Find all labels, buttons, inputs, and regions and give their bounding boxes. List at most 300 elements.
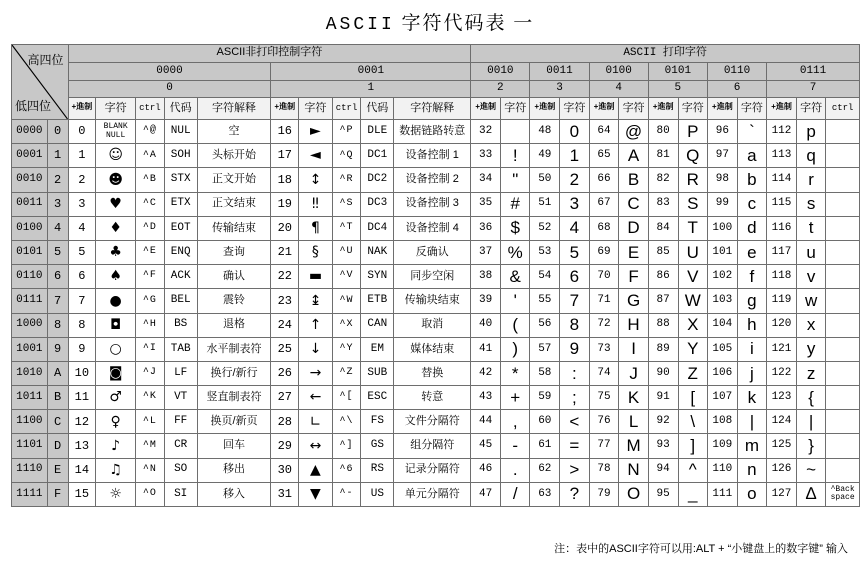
cell-glyph: ▬: [299, 265, 333, 289]
cell-code: RS: [361, 458, 394, 482]
cell-decimal: 103: [707, 289, 737, 313]
cell-decimal: 4: [68, 216, 96, 240]
cell-decimal: 38: [471, 265, 501, 289]
cell-glyph: ↑: [299, 313, 333, 337]
cell-decimal: 84: [648, 216, 678, 240]
cell-code: VT: [164, 386, 197, 410]
cell-description: 换行/新行: [197, 361, 271, 385]
table-row: [12, 361, 860, 385]
cell-decimal: 109: [707, 434, 737, 458]
cell-decimal: 126: [767, 458, 797, 482]
cell-decimal: 12: [68, 410, 96, 434]
cell-printable-char: 6: [560, 265, 589, 289]
cell-printable-char: Z: [678, 361, 707, 385]
cell-binary: 1010: [12, 361, 48, 385]
colhdr-char-g2: 字符: [501, 98, 530, 120]
cell-decimal: 123: [767, 386, 797, 410]
cell-printable-char: L: [619, 410, 648, 434]
hex-group-7: 7: [767, 81, 860, 98]
cell-description: 水平制表符: [197, 337, 271, 361]
cell-printable-char: _: [678, 482, 707, 506]
cell-decimal: 82: [648, 168, 678, 192]
cell-decimal: 94: [648, 458, 678, 482]
cell-decimal: 10: [68, 361, 96, 385]
cell-glyph: ☻: [96, 168, 136, 192]
cell-decimal: 106: [707, 361, 737, 385]
cell-decimal: 117: [767, 240, 797, 264]
cell-printable-char: 1: [560, 144, 589, 168]
cell-decimal: 118: [767, 265, 797, 289]
cell-ctrl: ^S: [332, 192, 361, 216]
cell-printable-char: |: [737, 410, 766, 434]
colhdr-code-g1: 代码: [361, 98, 394, 120]
cell-code: BS: [164, 313, 197, 337]
cell-printable-char: `: [737, 120, 766, 144]
cell-decimal: 50: [530, 168, 560, 192]
cell-printable-char: 9: [560, 337, 589, 361]
colhdr-dec-g0: +進制: [68, 98, 96, 120]
cell-printable-char: W: [678, 289, 707, 313]
cell-ctrl: ^\: [332, 410, 361, 434]
cell-ctrl: [826, 216, 860, 240]
cell-description: 设备控制 4: [394, 216, 471, 240]
cell-glyph: ♦: [96, 216, 136, 240]
cell-decimal: 36: [471, 216, 501, 240]
cell-decimal: 46: [471, 458, 501, 482]
cell-code: CR: [164, 434, 197, 458]
cell-description: 单元分隔符: [394, 482, 471, 506]
cell-decimal: 42: [471, 361, 501, 385]
cell-binary: 0010: [12, 168, 48, 192]
cell-decimal: 32: [471, 120, 501, 144]
cell-printable-char: 7: [560, 289, 589, 313]
hex-group-0: 0: [68, 81, 271, 98]
cell-hex: 8: [47, 313, 68, 337]
cell-glyph: ↨: [299, 289, 333, 313]
cell-decimal: 100: [707, 216, 737, 240]
cell-glyph: ◘: [96, 313, 136, 337]
section-printing-title: ASCII 打印字符: [471, 45, 860, 63]
cell-printable-char: -: [501, 434, 530, 458]
cell-glyph: ♫: [96, 458, 136, 482]
cell-code: ETB: [361, 289, 394, 313]
cell-printable-char: j: [737, 361, 766, 385]
cell-decimal: 35: [471, 192, 501, 216]
cell-printable-char: 3: [560, 192, 589, 216]
cell-binary: 0100: [12, 216, 48, 240]
cell-description: 正文结束: [197, 192, 271, 216]
cell-glyph: ☼: [96, 482, 136, 506]
cell-decimal: 67: [589, 192, 619, 216]
cell-decimal: 68: [589, 216, 619, 240]
cell-ctrl: ^[: [332, 386, 361, 410]
cell-printable-char: k: [737, 386, 766, 410]
cell-printable-char: $: [501, 216, 530, 240]
bin-group-0110: 0110: [707, 63, 766, 81]
cell-ctrl: [826, 192, 860, 216]
cell-ctrl: ^U: [332, 240, 361, 264]
colhdr-ctrl-g0: ctrl: [136, 98, 165, 120]
cell-printable-char: P: [678, 120, 707, 144]
cell-decimal: 16: [271, 120, 299, 144]
cell-description: 组分隔符: [394, 434, 471, 458]
cell-binary: 1111: [12, 482, 48, 506]
cell-ctrl: ^Q: [332, 144, 361, 168]
cell-decimal: 95: [648, 482, 678, 506]
cell-decimal: 76: [589, 410, 619, 434]
cell-ctrl: ^N: [136, 458, 165, 482]
cell-printable-char: m: [737, 434, 766, 458]
cell-decimal: 93: [648, 434, 678, 458]
cell-ctrl: ^X: [332, 313, 361, 337]
cell-printable-char: X: [678, 313, 707, 337]
cell-decimal: 97: [707, 144, 737, 168]
cell-decimal: 102: [707, 265, 737, 289]
cell-printable-char: h: [737, 313, 766, 337]
cell-ctrl: ^R: [332, 168, 361, 192]
cell-description: 转意: [394, 386, 471, 410]
cell-printable-char: x: [796, 313, 825, 337]
cell-decimal: 27: [271, 386, 299, 410]
cell-code: GS: [361, 434, 394, 458]
cell-ctrl: [826, 458, 860, 482]
cell-binary: 0111: [12, 289, 48, 313]
table-row: [12, 482, 860, 506]
colhdr-dec-g2: +進制: [471, 98, 501, 120]
cell-ctrl: ^T: [332, 216, 361, 240]
colhdr-dec-g1: +進制: [271, 98, 299, 120]
cell-decimal: 29: [271, 434, 299, 458]
header-row-columns: [12, 98, 860, 120]
cell-decimal: 112: [767, 120, 797, 144]
cell-code: ESC: [361, 386, 394, 410]
cell-decimal: 13: [68, 434, 96, 458]
cell-glyph: ►: [299, 120, 333, 144]
table-row: [12, 410, 860, 434]
cell-code: ETX: [164, 192, 197, 216]
cell-decimal: 66: [589, 168, 619, 192]
cell-ctrl: ^Y: [332, 337, 361, 361]
cell-decimal: 120: [767, 313, 797, 337]
bin-group-0010: 0010: [471, 63, 530, 81]
cell-printable-char: 5: [560, 240, 589, 264]
cell-decimal: 39: [471, 289, 501, 313]
cell-ctrl: ^C: [136, 192, 165, 216]
cell-decimal: 107: [707, 386, 737, 410]
cell-printable-char: U: [678, 240, 707, 264]
cell-printable-char: a: [737, 144, 766, 168]
cell-code: ENQ: [164, 240, 197, 264]
cell-printable-char: y: [796, 337, 825, 361]
cell-code: US: [361, 482, 394, 506]
cell-ctrl: ^B: [136, 168, 165, 192]
cell-decimal: 71: [589, 289, 619, 313]
cell-description: 正文开始: [197, 168, 271, 192]
cell-code: NUL: [164, 120, 197, 144]
cell-printable-char: v: [796, 265, 825, 289]
cell-code: CAN: [361, 313, 394, 337]
colhdr-char-g1: 字符: [299, 98, 333, 120]
cell-printable-char: i: [737, 337, 766, 361]
cell-printable-char: S: [678, 192, 707, 216]
cell-decimal: 19: [271, 192, 299, 216]
cell-ctrl: ^6: [332, 458, 361, 482]
cell-code: STX: [164, 168, 197, 192]
cell-decimal: 26: [271, 361, 299, 385]
cell-decimal: 101: [707, 240, 737, 264]
colhdr-char-g6: 字符: [737, 98, 766, 120]
cell-description: 设备控制 2: [394, 168, 471, 192]
table-body: [12, 120, 860, 507]
cell-code: NAK: [361, 240, 394, 264]
header-row-binary: [12, 63, 860, 81]
cell-glyph: ↕: [299, 168, 333, 192]
page-title: [0, 8, 860, 35]
cell-printable-char: q: [796, 144, 825, 168]
cell-printable-char: ~: [796, 458, 825, 482]
table-row: [12, 240, 860, 264]
cell-glyph: ▼: [299, 482, 333, 506]
cell-decimal: 122: [767, 361, 797, 385]
colhdr-desc-g0: 字符解释: [197, 98, 271, 120]
cell-code: ACK: [164, 265, 197, 289]
cell-description: 传输结束: [197, 216, 271, 240]
cell-decimal: 22: [271, 265, 299, 289]
cell-code: LF: [164, 361, 197, 385]
cell-decimal: 105: [707, 337, 737, 361]
cell-ctrl: ^A: [136, 144, 165, 168]
cell-decimal: 6: [68, 265, 96, 289]
cell-code: SI: [164, 482, 197, 506]
cell-hex: C: [47, 410, 68, 434]
cell-binary: 1101: [12, 434, 48, 458]
cell-printable-char: t: [796, 216, 825, 240]
cell-printable-char: A: [619, 144, 648, 168]
cell-printable-char: V: [678, 265, 707, 289]
cell-code: SO: [164, 458, 197, 482]
cell-decimal: 124: [767, 410, 797, 434]
table-row: [12, 144, 860, 168]
cell-binary: 1000: [12, 313, 48, 337]
cell-ctrl: [826, 434, 860, 458]
cell-decimal: 45: [471, 434, 501, 458]
cell-hex: F: [47, 482, 68, 506]
cell-glyph: ←: [299, 386, 333, 410]
hex-group-5: 5: [648, 81, 707, 98]
cell-decimal: 1: [68, 144, 96, 168]
cell-decimal: 121: [767, 337, 797, 361]
cell-decimal: 110: [707, 458, 737, 482]
cell-printable-char: ∆: [796, 482, 825, 506]
cell-glyph: ●: [96, 289, 136, 313]
cell-binary: 1011: [12, 386, 48, 410]
cell-description: 设备控制 3: [394, 192, 471, 216]
cell-hex: 0: [47, 120, 68, 144]
cell-decimal: 75: [589, 386, 619, 410]
cell-decimal: 40: [471, 313, 501, 337]
cell-decimal: 47: [471, 482, 501, 506]
cell-decimal: 8: [68, 313, 96, 337]
cell-decimal: 0: [68, 120, 96, 144]
cell-printable-char: %: [501, 240, 530, 264]
cell-hex: 3: [47, 192, 68, 216]
cell-decimal: 48: [530, 120, 560, 144]
cell-decimal: 88: [648, 313, 678, 337]
bin-group-0111: 0111: [767, 63, 860, 81]
cell-printable-char: N: [619, 458, 648, 482]
cell-decimal: 43: [471, 386, 501, 410]
cell-decimal: 3: [68, 192, 96, 216]
cell-decimal: 2: [68, 168, 96, 192]
cell-decimal: 33: [471, 144, 501, 168]
cell-printable-char: s: [796, 192, 825, 216]
hex-group-3: 3: [530, 81, 589, 98]
cell-printable-char: @: [619, 120, 648, 144]
cell-printable-char: F: [619, 265, 648, 289]
cell-decimal: 15: [68, 482, 96, 506]
cell-description: 空: [197, 120, 271, 144]
cell-decimal: 90: [648, 361, 678, 385]
cell-ctrl: [826, 144, 860, 168]
cell-decimal: 81: [648, 144, 678, 168]
table-row: [12, 192, 860, 216]
table-row: [12, 120, 860, 144]
header-row-sections: [12, 45, 860, 63]
cell-printable-char: +: [501, 386, 530, 410]
cell-printable-char: >: [560, 458, 589, 482]
cell-hex: 1: [47, 144, 68, 168]
cell-glyph: ‼: [299, 192, 333, 216]
cell-code: FF: [164, 410, 197, 434]
cell-printable-char: 8: [560, 313, 589, 337]
cell-printable-char: T: [678, 216, 707, 240]
cell-ctrl: ^L: [136, 410, 165, 434]
colhdr-dec-g3: +進制: [530, 98, 560, 120]
cell-decimal: 54: [530, 265, 560, 289]
cell-code: DC1: [361, 144, 394, 168]
cell-printable-char: O: [619, 482, 648, 506]
cell-printable-char: }: [796, 434, 825, 458]
cell-code: DC3: [361, 192, 394, 216]
cell-ctrl: [826, 313, 860, 337]
cell-printable-char: ): [501, 337, 530, 361]
cell-hex: 4: [47, 216, 68, 240]
cell-binary: 1110: [12, 458, 48, 482]
cell-printable-char: H: [619, 313, 648, 337]
section-nonprinting-title: ASCII非打印控制字符: [68, 45, 471, 63]
cell-glyph: ▲: [299, 458, 333, 482]
cell-description: 确认: [197, 265, 271, 289]
cell-ctrl: ^H: [136, 313, 165, 337]
cell-decimal: 119: [767, 289, 797, 313]
table-row: [12, 216, 860, 240]
cell-glyph: →: [299, 361, 333, 385]
colhdr-char-g4: 字符: [619, 98, 648, 120]
cell-printable-char: [501, 120, 530, 144]
cell-ctrl: [826, 337, 860, 361]
cell-decimal: 11: [68, 386, 96, 410]
cell-decimal: 114: [767, 168, 797, 192]
corner-cell: [12, 45, 69, 120]
cell-decimal: 44: [471, 410, 501, 434]
cell-code: SOH: [164, 144, 197, 168]
cell-decimal: 34: [471, 168, 501, 192]
cell-decimal: 89: [648, 337, 678, 361]
cell-printable-char: e: [737, 240, 766, 264]
cell-decimal: 73: [589, 337, 619, 361]
cell-printable-char: 0: [560, 120, 589, 144]
cell-binary: 1100: [12, 410, 48, 434]
cell-binary: 0000: [12, 120, 48, 144]
cell-printable-char: &: [501, 265, 530, 289]
cell-printable-char: I: [619, 337, 648, 361]
cell-ctrl: ^]: [332, 434, 361, 458]
cell-printable-char: ': [501, 289, 530, 313]
cell-decimal: 99: [707, 192, 737, 216]
bin-group-0001: 0001: [271, 63, 471, 81]
cell-decimal: 18: [271, 168, 299, 192]
cell-decimal: 80: [648, 120, 678, 144]
cell-glyph: ◙: [96, 361, 136, 385]
cell-ctrl: [826, 120, 860, 144]
cell-decimal: 55: [530, 289, 560, 313]
cell-binary: 0101: [12, 240, 48, 264]
cell-decimal: 60: [530, 410, 560, 434]
cell-code: EM: [361, 337, 394, 361]
cell-printable-char: G: [619, 289, 648, 313]
cell-glyph: ↔: [299, 434, 333, 458]
bin-group-0000: 0000: [68, 63, 271, 81]
cell-ctrl: ^Z: [332, 361, 361, 385]
cell-code: BEL: [164, 289, 197, 313]
cell-hex: D: [47, 434, 68, 458]
cell-printable-char: 2: [560, 168, 589, 192]
colhdr-char-g3: 字符: [560, 98, 589, 120]
bin-group-0101: 0101: [648, 63, 707, 81]
cell-glyph: ↓: [299, 337, 333, 361]
cell-glyph: ♂: [96, 386, 136, 410]
cell-description: 震铃: [197, 289, 271, 313]
cell-decimal: 58: [530, 361, 560, 385]
cell-glyph: ♣: [96, 240, 136, 264]
cell-printable-char: .: [501, 458, 530, 482]
cell-decimal: 24: [271, 313, 299, 337]
cell-decimal: 23: [271, 289, 299, 313]
hex-group-4: 4: [589, 81, 648, 98]
cell-printable-char: C: [619, 192, 648, 216]
cell-decimal: 77: [589, 434, 619, 458]
cell-decimal: 98: [707, 168, 737, 192]
cell-printable-char: R: [678, 168, 707, 192]
cell-decimal: 127: [767, 482, 797, 506]
cell-ctrl: [826, 386, 860, 410]
cell-decimal: 62: [530, 458, 560, 482]
cell-hex: B: [47, 386, 68, 410]
cell-code: DC4: [361, 216, 394, 240]
cell-decimal: 20: [271, 216, 299, 240]
cell-ctrl: ^V: [332, 265, 361, 289]
cell-glyph: ◄: [299, 144, 333, 168]
cell-decimal: 51: [530, 192, 560, 216]
cell-description: 移出: [197, 458, 271, 482]
cell-printable-char: :: [560, 361, 589, 385]
hex-group-2: 2: [471, 81, 530, 98]
cell-ctrl: [826, 289, 860, 313]
cell-description: 媒体结束: [394, 337, 471, 361]
cell-description: 移入: [197, 482, 271, 506]
cell-printable-char: M: [619, 434, 648, 458]
cell-decimal: 111: [707, 482, 737, 506]
